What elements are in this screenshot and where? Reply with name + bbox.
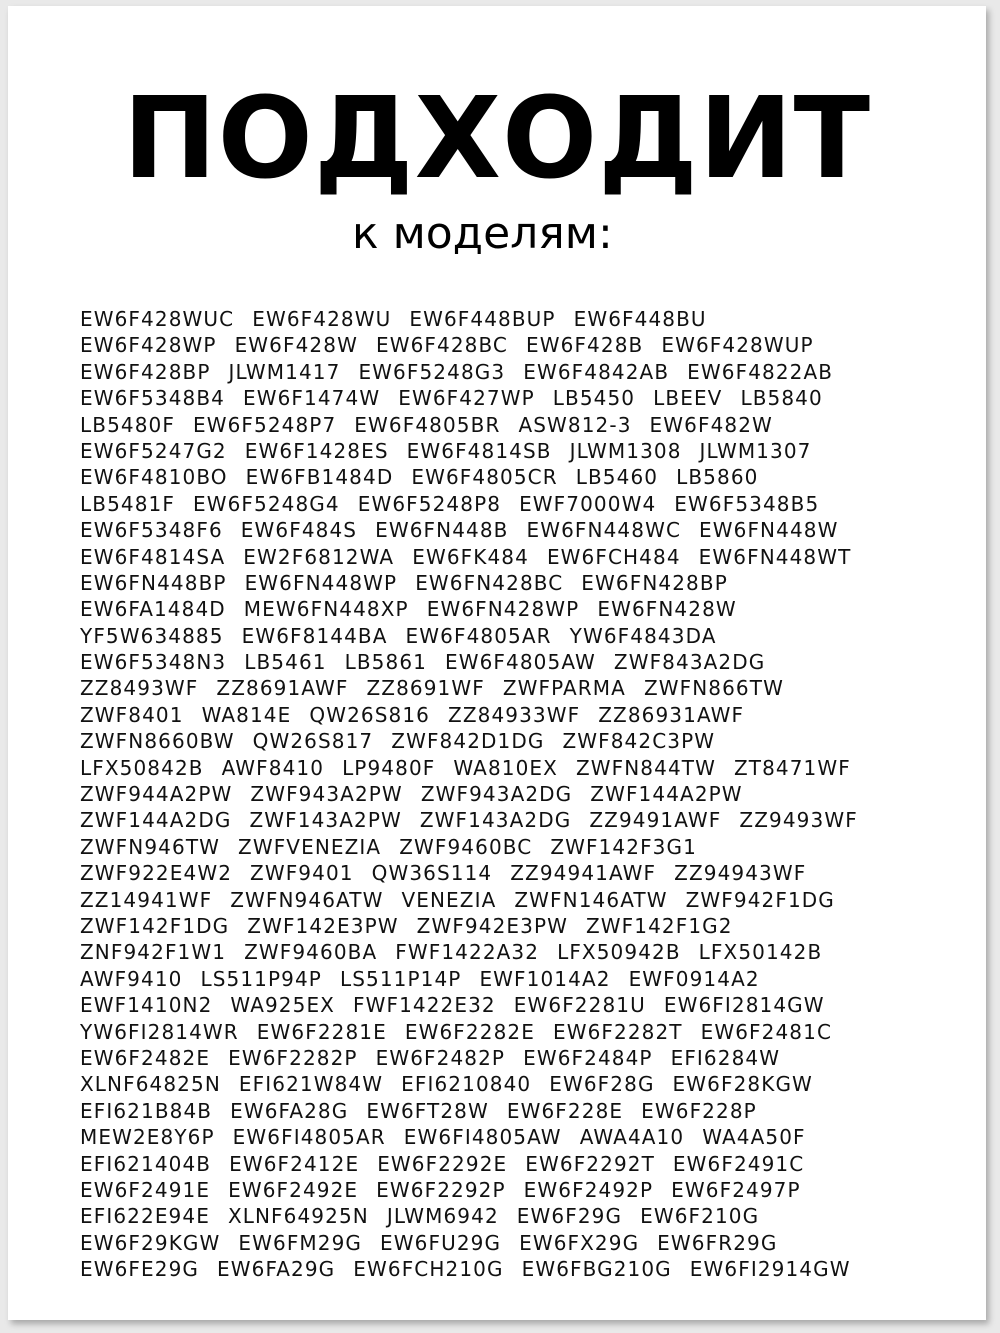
model-item: EW6FN448WC xyxy=(526,518,682,543)
model-item: EW6F29KGW xyxy=(80,1230,221,1255)
model-line xyxy=(80,675,960,701)
model-item: LS511P94P xyxy=(200,966,322,991)
model-item: EW6FN448B xyxy=(375,518,509,543)
page-title: ПОДХОДИТ xyxy=(122,74,872,204)
model-item: EW6FN448BP xyxy=(80,570,227,595)
model-item: EW6F428WUP xyxy=(661,333,814,358)
model-line xyxy=(80,596,960,622)
model-item: EW6FT28W xyxy=(366,1098,489,1123)
model-item: EW6F4810BO xyxy=(80,465,228,490)
model-item: LB5450 xyxy=(552,386,636,411)
model-item: WA4A50F xyxy=(702,1125,806,1150)
model-item: EFI622E94E xyxy=(80,1204,210,1229)
model-line xyxy=(80,1177,960,1203)
model-item: LFX50842B xyxy=(80,755,204,780)
model-item: EW6FX29G xyxy=(519,1230,640,1255)
model-item: ZWF143A2DG xyxy=(419,808,572,833)
model-item: AWF9410 xyxy=(80,966,183,991)
model-item: FWF1422A32 xyxy=(395,940,540,965)
model-item: LB5460 xyxy=(575,465,659,490)
model-item: EW6FCH210G xyxy=(353,1257,504,1282)
model-item: ZZ94941AWF xyxy=(510,861,657,886)
model-item: EW6F2484P xyxy=(523,1045,653,1070)
model-item: EW2F6812WA xyxy=(243,544,395,569)
model-item: LB5861 xyxy=(344,650,427,675)
model-item: XLNF64825N xyxy=(80,1072,221,1097)
model-item: EW6F4805AW xyxy=(444,650,596,675)
model-item: ZWF943A2PW xyxy=(250,782,403,807)
model-line xyxy=(80,966,960,992)
model-item: EW6FN428BC xyxy=(415,570,564,595)
model-item: ZWF944A2PW xyxy=(80,782,233,807)
model-item: EW6F2282P xyxy=(228,1045,358,1070)
model-item: QW36S114 xyxy=(371,861,493,886)
model-item: EW6FN448W xyxy=(699,518,839,543)
model-line xyxy=(80,1230,960,1256)
model-item: EW6F5248G4 xyxy=(192,491,340,516)
model-line xyxy=(80,491,960,517)
model-item: EW6F2481C xyxy=(700,1019,833,1044)
model-item: VENEZIA xyxy=(401,887,497,912)
model-item: YW6FI2814WR xyxy=(80,1019,239,1044)
model-item: WA810EX xyxy=(453,755,558,780)
model-item: EW6FN448WP xyxy=(244,570,398,595)
model-line xyxy=(80,939,960,965)
model-item: EFI6284W xyxy=(670,1045,781,1070)
model-item: ZWF842C3PW xyxy=(562,729,716,754)
model-item: EW6F2292E xyxy=(377,1151,508,1176)
model-item: ZZ8691WF xyxy=(366,676,485,701)
model-line xyxy=(80,755,960,781)
model-item: AWA4A10 xyxy=(579,1125,685,1150)
model-item: EW6F428WUC xyxy=(80,307,235,331)
model-item: EW6F2497P xyxy=(671,1177,801,1202)
model-item: EW6F4805AR xyxy=(405,623,552,648)
model-item: ZWFN946ATW xyxy=(230,887,384,912)
model-line xyxy=(80,1019,960,1045)
model-item: EW6F4814SA xyxy=(80,544,226,569)
model-line xyxy=(80,1256,960,1282)
model-line xyxy=(80,1151,960,1177)
model-item: EW6F1428ES xyxy=(244,438,389,463)
model-line xyxy=(80,807,960,833)
model-item: EW6F2492P xyxy=(523,1177,654,1202)
model-item: WA925EX xyxy=(230,993,335,1018)
model-item: ZZ8691AWF xyxy=(216,676,349,701)
model-item: EW6F29G xyxy=(516,1204,623,1229)
model-line xyxy=(80,570,960,596)
model-line xyxy=(80,464,960,490)
model-item: EW6FN448WT xyxy=(698,544,852,569)
model-line xyxy=(80,887,960,913)
model-item: EWF0914A2 xyxy=(628,966,760,991)
model-item: EW6FI4805AW xyxy=(403,1125,562,1150)
model-line xyxy=(80,1071,960,1097)
model-item: EW6F428BP xyxy=(80,359,211,384)
model-item: EW6FN428WP xyxy=(426,597,580,622)
model-item: ZT8471WF xyxy=(733,755,851,780)
model-item: FWF1422E32 xyxy=(352,993,496,1018)
model-item: JLWM1308 xyxy=(569,438,682,463)
model-item: EW6F4805CR xyxy=(411,465,558,490)
model-item: EW6F2282E xyxy=(404,1019,535,1044)
model-item: EW6FCH484 xyxy=(546,544,681,569)
model-item: EW6FK484 xyxy=(412,544,529,569)
model-line xyxy=(80,781,960,807)
model-item: EW6F427WP xyxy=(398,386,535,411)
model-item: LBEEV xyxy=(653,386,723,411)
model-line xyxy=(80,860,960,886)
model-item: EW6F2412E xyxy=(229,1151,360,1176)
model-item: ZZ9491AWF xyxy=(589,808,722,833)
model-item: EW6F448BUP xyxy=(409,307,556,331)
model-item: LS511P14P xyxy=(339,966,462,991)
model-line xyxy=(80,517,960,543)
model-item: LB5481F xyxy=(80,491,175,516)
model-item: ZZ14941WF xyxy=(80,887,213,912)
model-item: ZWF144A2DG xyxy=(80,808,232,833)
model-item: EW6F1474W xyxy=(242,386,381,411)
model-item: ZWF9460BA xyxy=(244,940,378,965)
model-item: YW6F4843DA xyxy=(569,623,717,648)
model-item: EW6F5248P8 xyxy=(357,491,502,516)
model-item: EW6F5247G2 xyxy=(80,438,227,463)
model-line xyxy=(80,1098,960,1124)
model-item: MEW6FN448XP xyxy=(243,597,409,622)
model-item: ZZ94943WF xyxy=(674,861,807,886)
model-item: EW6F5248G3 xyxy=(358,359,506,384)
model-item: EW6FBG210G xyxy=(521,1257,672,1282)
model-item: EFI621B84B xyxy=(80,1098,213,1123)
model-item: EW6FE29G xyxy=(80,1257,200,1282)
model-item: EW6FN428W xyxy=(597,597,737,622)
model-item: EW6F228E xyxy=(506,1098,624,1123)
model-item: ZWF843A2DG xyxy=(613,650,766,675)
model-item: EWF1014A2 xyxy=(479,966,611,991)
model-item: LFX50942B xyxy=(557,940,681,965)
model-item: EW6F5348B5 xyxy=(674,491,820,516)
model-item: EW6F2292P xyxy=(376,1177,506,1202)
model-item: EW6F2281U xyxy=(513,993,646,1018)
model-item: JLWM1417 xyxy=(228,359,341,384)
model-item: LB5461 xyxy=(244,650,327,675)
model-line xyxy=(80,1124,960,1150)
model-item: EW6FM29G xyxy=(238,1230,363,1255)
model-item: JLWM6942 xyxy=(386,1204,499,1229)
model-item: ZWF942E3PW xyxy=(416,913,568,938)
model-item: ZWFN844TW xyxy=(575,755,716,780)
model-item: ZWF142F3G1 xyxy=(550,834,697,859)
model-item: LFX50142B xyxy=(698,940,823,965)
model-item: EFI621404B xyxy=(80,1151,212,1176)
model-item: ZWF9401 xyxy=(250,861,354,886)
model-item: LB5860 xyxy=(676,465,759,490)
model-item: AWF8410 xyxy=(221,755,325,780)
model-item: LB5480F xyxy=(80,412,175,437)
model-item: ZWF943A2DG xyxy=(420,782,573,807)
model-line xyxy=(80,359,960,385)
model-item: EW6FN428BP xyxy=(581,570,728,595)
model-item: QW26S816 xyxy=(309,702,431,727)
model-item: QW26S817 xyxy=(252,729,374,754)
model-item: ZWFVENEZIA xyxy=(238,834,382,859)
model-line xyxy=(80,1203,960,1229)
model-item: MEW2E8Y6P xyxy=(80,1125,215,1150)
model-line xyxy=(80,385,960,411)
model-line xyxy=(80,649,960,675)
model-item: EW6F428WU xyxy=(252,307,392,331)
model-line xyxy=(80,834,960,860)
model-item: ZWF922E4W2 xyxy=(80,861,233,886)
model-item: EW6F2492E xyxy=(228,1177,359,1202)
model-item: ZZ86931AWF xyxy=(598,702,745,727)
model-item: EWF1410N2 xyxy=(80,993,213,1018)
model-line xyxy=(80,623,960,649)
model-item: ZWF142F1G2 xyxy=(586,913,733,938)
model-item: EW6F2491E xyxy=(80,1177,211,1202)
model-item: ZWF842D1DG xyxy=(391,729,545,754)
model-item: WA814E xyxy=(201,702,292,727)
model-item: ZZ84933WF xyxy=(448,702,581,727)
model-item: ZNF942F1W1 xyxy=(80,940,227,965)
model-line xyxy=(80,913,960,939)
model-item: EW6FB1484D xyxy=(245,465,394,490)
model-item: EW6F210G xyxy=(640,1204,760,1229)
model-item: EW6F2482P xyxy=(375,1045,506,1070)
model-item: EW6F2292T xyxy=(525,1151,655,1176)
model-item: ZWFN866TW xyxy=(643,676,784,701)
model-item: ZZ9493WF xyxy=(739,808,858,833)
model-item: EW6F8144BA xyxy=(241,623,388,648)
model-line xyxy=(80,332,960,358)
model-item: EW6F4805BR xyxy=(354,412,501,437)
model-item: EW6F228P xyxy=(641,1098,757,1123)
model-item: EWF7000W4 xyxy=(519,491,657,516)
model-item: ZWF942F1DG xyxy=(685,887,835,912)
model-item: EW6F428BC xyxy=(375,333,509,358)
model-item: EW6F428W xyxy=(234,333,358,358)
page-sheet xyxy=(8,6,986,1320)
model-item: LP9480F xyxy=(342,755,436,780)
model-item: EW6FR29G xyxy=(657,1230,778,1255)
model-item: EW6F4842AB xyxy=(523,359,670,384)
model-item: ZWF8401 xyxy=(80,702,184,727)
model-item: ASW812-3 xyxy=(518,412,632,437)
model-item: ZWF144A2PW xyxy=(590,782,743,807)
model-item: ZWF143A2PW xyxy=(249,808,402,833)
model-item: EFI6210840 xyxy=(401,1072,532,1097)
model-line xyxy=(80,544,960,570)
model-line xyxy=(80,306,960,332)
model-item: EW6FA29G xyxy=(217,1257,336,1282)
model-item: EW6F5348F6 xyxy=(80,518,223,543)
model-item: EW6F5248P7 xyxy=(192,412,337,437)
model-item: EW6FI4805AR xyxy=(232,1125,386,1150)
model-item: EW6FA28G xyxy=(230,1098,349,1123)
page-subtitle: к моделям: xyxy=(352,208,613,259)
model-item: EW6F5348N3 xyxy=(80,650,227,675)
model-item: EW6F428WP xyxy=(80,333,217,358)
model-item: EW6F5348B4 xyxy=(80,386,225,411)
model-item: EW6F28KGW xyxy=(672,1072,813,1097)
model-item: EW6F448BU xyxy=(573,307,707,331)
model-line xyxy=(80,992,960,1018)
model-item: ZWF142F1DG xyxy=(80,913,230,938)
model-item: EW6F482W xyxy=(649,412,773,437)
model-item: EW6FA1484D xyxy=(80,597,226,622)
model-item: EW6F2482E xyxy=(80,1045,211,1070)
model-line xyxy=(80,702,960,728)
model-item: ZWFN946TW xyxy=(80,834,221,859)
model-item: EFI621W84W xyxy=(238,1072,384,1097)
model-item: EW6FI2814GW xyxy=(663,993,825,1018)
model-item: YF5W634885 xyxy=(80,623,224,648)
model-item: ZWF142E3PW xyxy=(247,913,399,938)
model-item: EW6F4814SB xyxy=(406,438,552,463)
model-item: EW6F2281E xyxy=(256,1019,387,1044)
model-line xyxy=(80,438,960,464)
model-item: ZWFN146ATW xyxy=(514,887,668,912)
model-item: EW6F428B xyxy=(526,333,644,358)
model-item: ZWFPARMA xyxy=(502,676,626,701)
model-item: EW6F2282T xyxy=(552,1019,683,1044)
model-item: JLWM1307 xyxy=(699,438,812,463)
model-item: EW6FU29G xyxy=(380,1230,502,1255)
model-line xyxy=(80,1045,960,1071)
model-item: EW6F28G xyxy=(549,1072,655,1097)
model-item: ZZ8493WF xyxy=(80,676,199,701)
model-item: EW6F4822AB xyxy=(687,359,834,384)
model-item: EW6FI2914GW xyxy=(689,1257,851,1282)
model-item: EW6F2491C xyxy=(672,1151,805,1176)
model-line xyxy=(80,728,960,754)
model-list xyxy=(80,306,960,1282)
model-item: LB5840 xyxy=(740,386,823,411)
model-item: EW6F484S xyxy=(240,518,358,543)
model-item: ZWFN8660BW xyxy=(80,729,235,754)
model-line xyxy=(80,412,960,438)
model-item: XLNF64925N xyxy=(227,1204,369,1229)
model-item: ZWF9460BC xyxy=(399,834,533,859)
